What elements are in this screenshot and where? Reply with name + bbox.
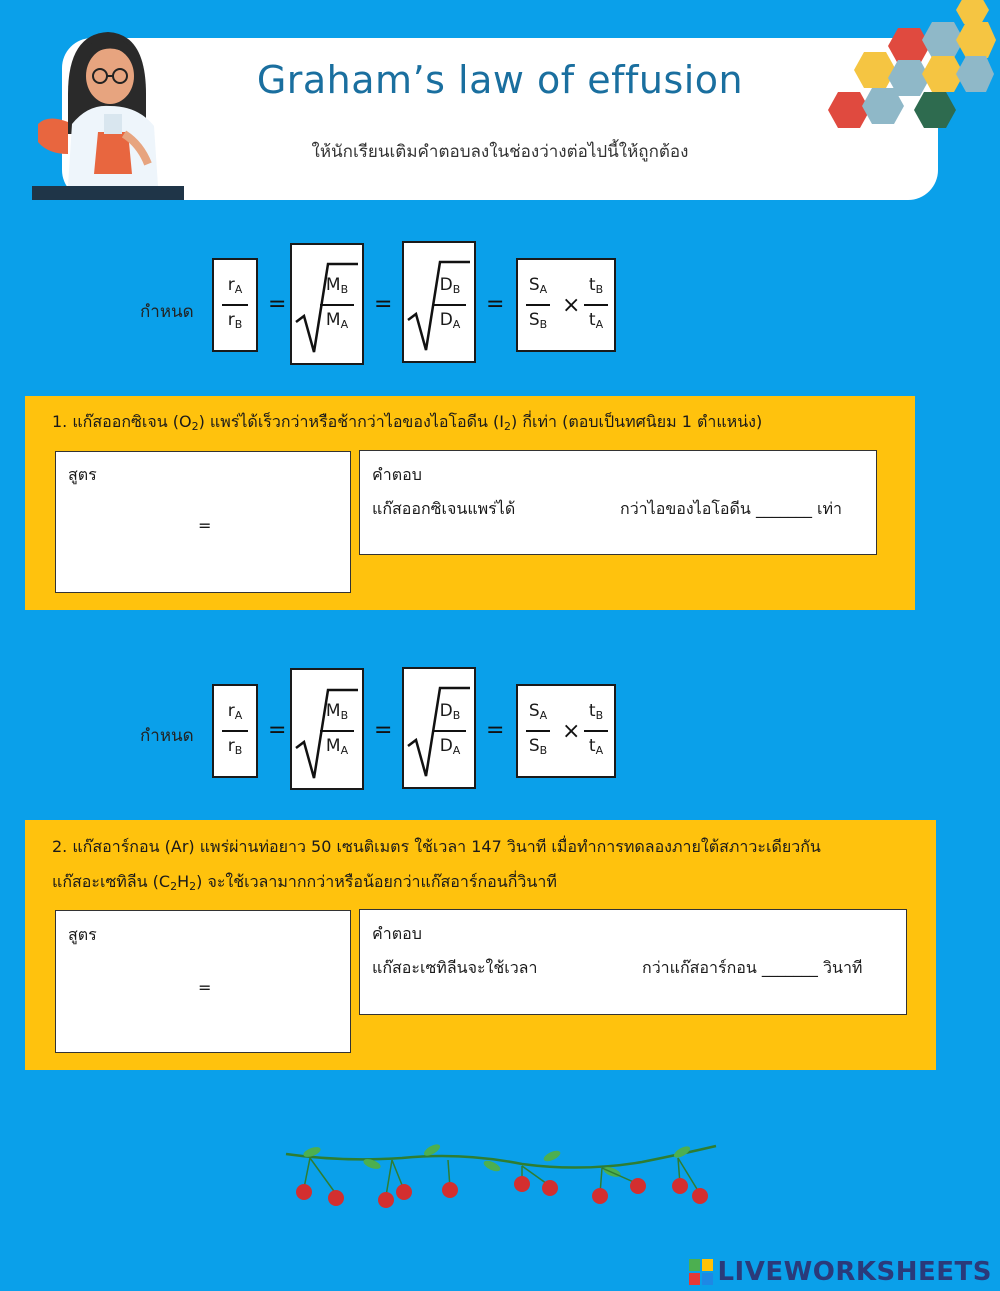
formula-label: กำหนด [140,726,194,746]
question-2-line-1: 2. แก๊สอาร์กอน (Ar) แพร่ผ่านท่อยาว 50 เซนติเมตร ใช้เวลา 147 วินาที เมื่อทำการทดลองภายใต้สภาวะเดียวกัน [52,837,821,856]
brand-text: LIVEWORKSHEETS [717,1257,992,1287]
liveworksheets-brand [689,1257,992,1287]
answer-text-part2: กว่าไอของไอโอดีน _______ เท่า [620,499,843,518]
equals-sign: = [486,718,505,743]
cherry-vine-decoration [282,1138,722,1214]
density-fraction: $D_B$ $D_A$ [434,274,466,336]
hexagon-decoration [826,0,996,140]
page-title: Graham’s law of effusion [256,58,744,102]
formula-label: กำหนด [140,302,194,322]
scientist-illustration [28,14,188,204]
equals-sign: = [268,718,287,743]
density-fraction: $D_B$ $D_A$ [434,700,466,762]
times-sign: × [562,719,581,744]
formula-label: สูตร [68,465,97,484]
equals-sign: = [268,292,287,317]
time-fraction: $t_B$ $t_A$ [584,700,608,762]
molar-mass-fraction: $M_B$ $M_A$ [320,274,354,336]
answer-text-part1: แก๊สออกซิเจนแพร่ได้ [372,499,516,518]
formula-equals: = [198,978,212,997]
answer-label: คำตอบ [372,924,422,943]
formula-label: สูตร [68,925,97,944]
formula-equals: = [198,516,212,535]
time-fraction: $t_B$ $t_A$ [584,274,608,336]
answer-blank-input[interactable] [550,952,638,980]
question-2-line-2: แก๊สอะเซทิลีน $(C_2H_2)$ จะใช้เวลามากกว่าหรือน้อยกว่าแก๊สอาร์กอนกี่วินาที [52,872,557,893]
equals-sign: = [486,292,505,317]
page-subtitle: ให้นักเรียนเติมคำตอบลงในช่องว่างต่อไปนี้ให้ถูกต้อง [311,142,689,162]
liveworksheets-logo-icon [689,1259,713,1285]
answer-label: คำตอบ [372,465,422,484]
rate-ratio-fraction: $r_A$ $r_B$ [222,700,248,762]
times-sign: × [562,293,581,318]
distance-fraction: $S_A$ $S_B$ [526,274,550,336]
equals-sign: = [374,718,393,743]
rate-ratio-fraction: $r_A$ $r_B$ [222,274,248,336]
equals-sign: = [374,292,393,317]
answer-text-part2: กว่าแก๊สอาร์กอน _______ วินาที [642,958,863,977]
distance-fraction: $S_A$ $S_B$ [526,700,550,762]
answer-blank-input[interactable] [528,492,614,520]
question-1-text: 1. แก๊สออกซิเจน $(O_2)$ แพร่ได้เร็วกว่าหรือช้ากว่าไอของไอโอดีน $(I_2)$ กี่เท่า (ตอบเป็นทศนิยม 1 ตำแหน่ง) [52,412,763,433]
molar-mass-fraction: $M_B$ $M_A$ [320,700,354,762]
answer-text-part1: แก๊สอะเซทิลีนจะใช้เวลา [372,958,538,977]
